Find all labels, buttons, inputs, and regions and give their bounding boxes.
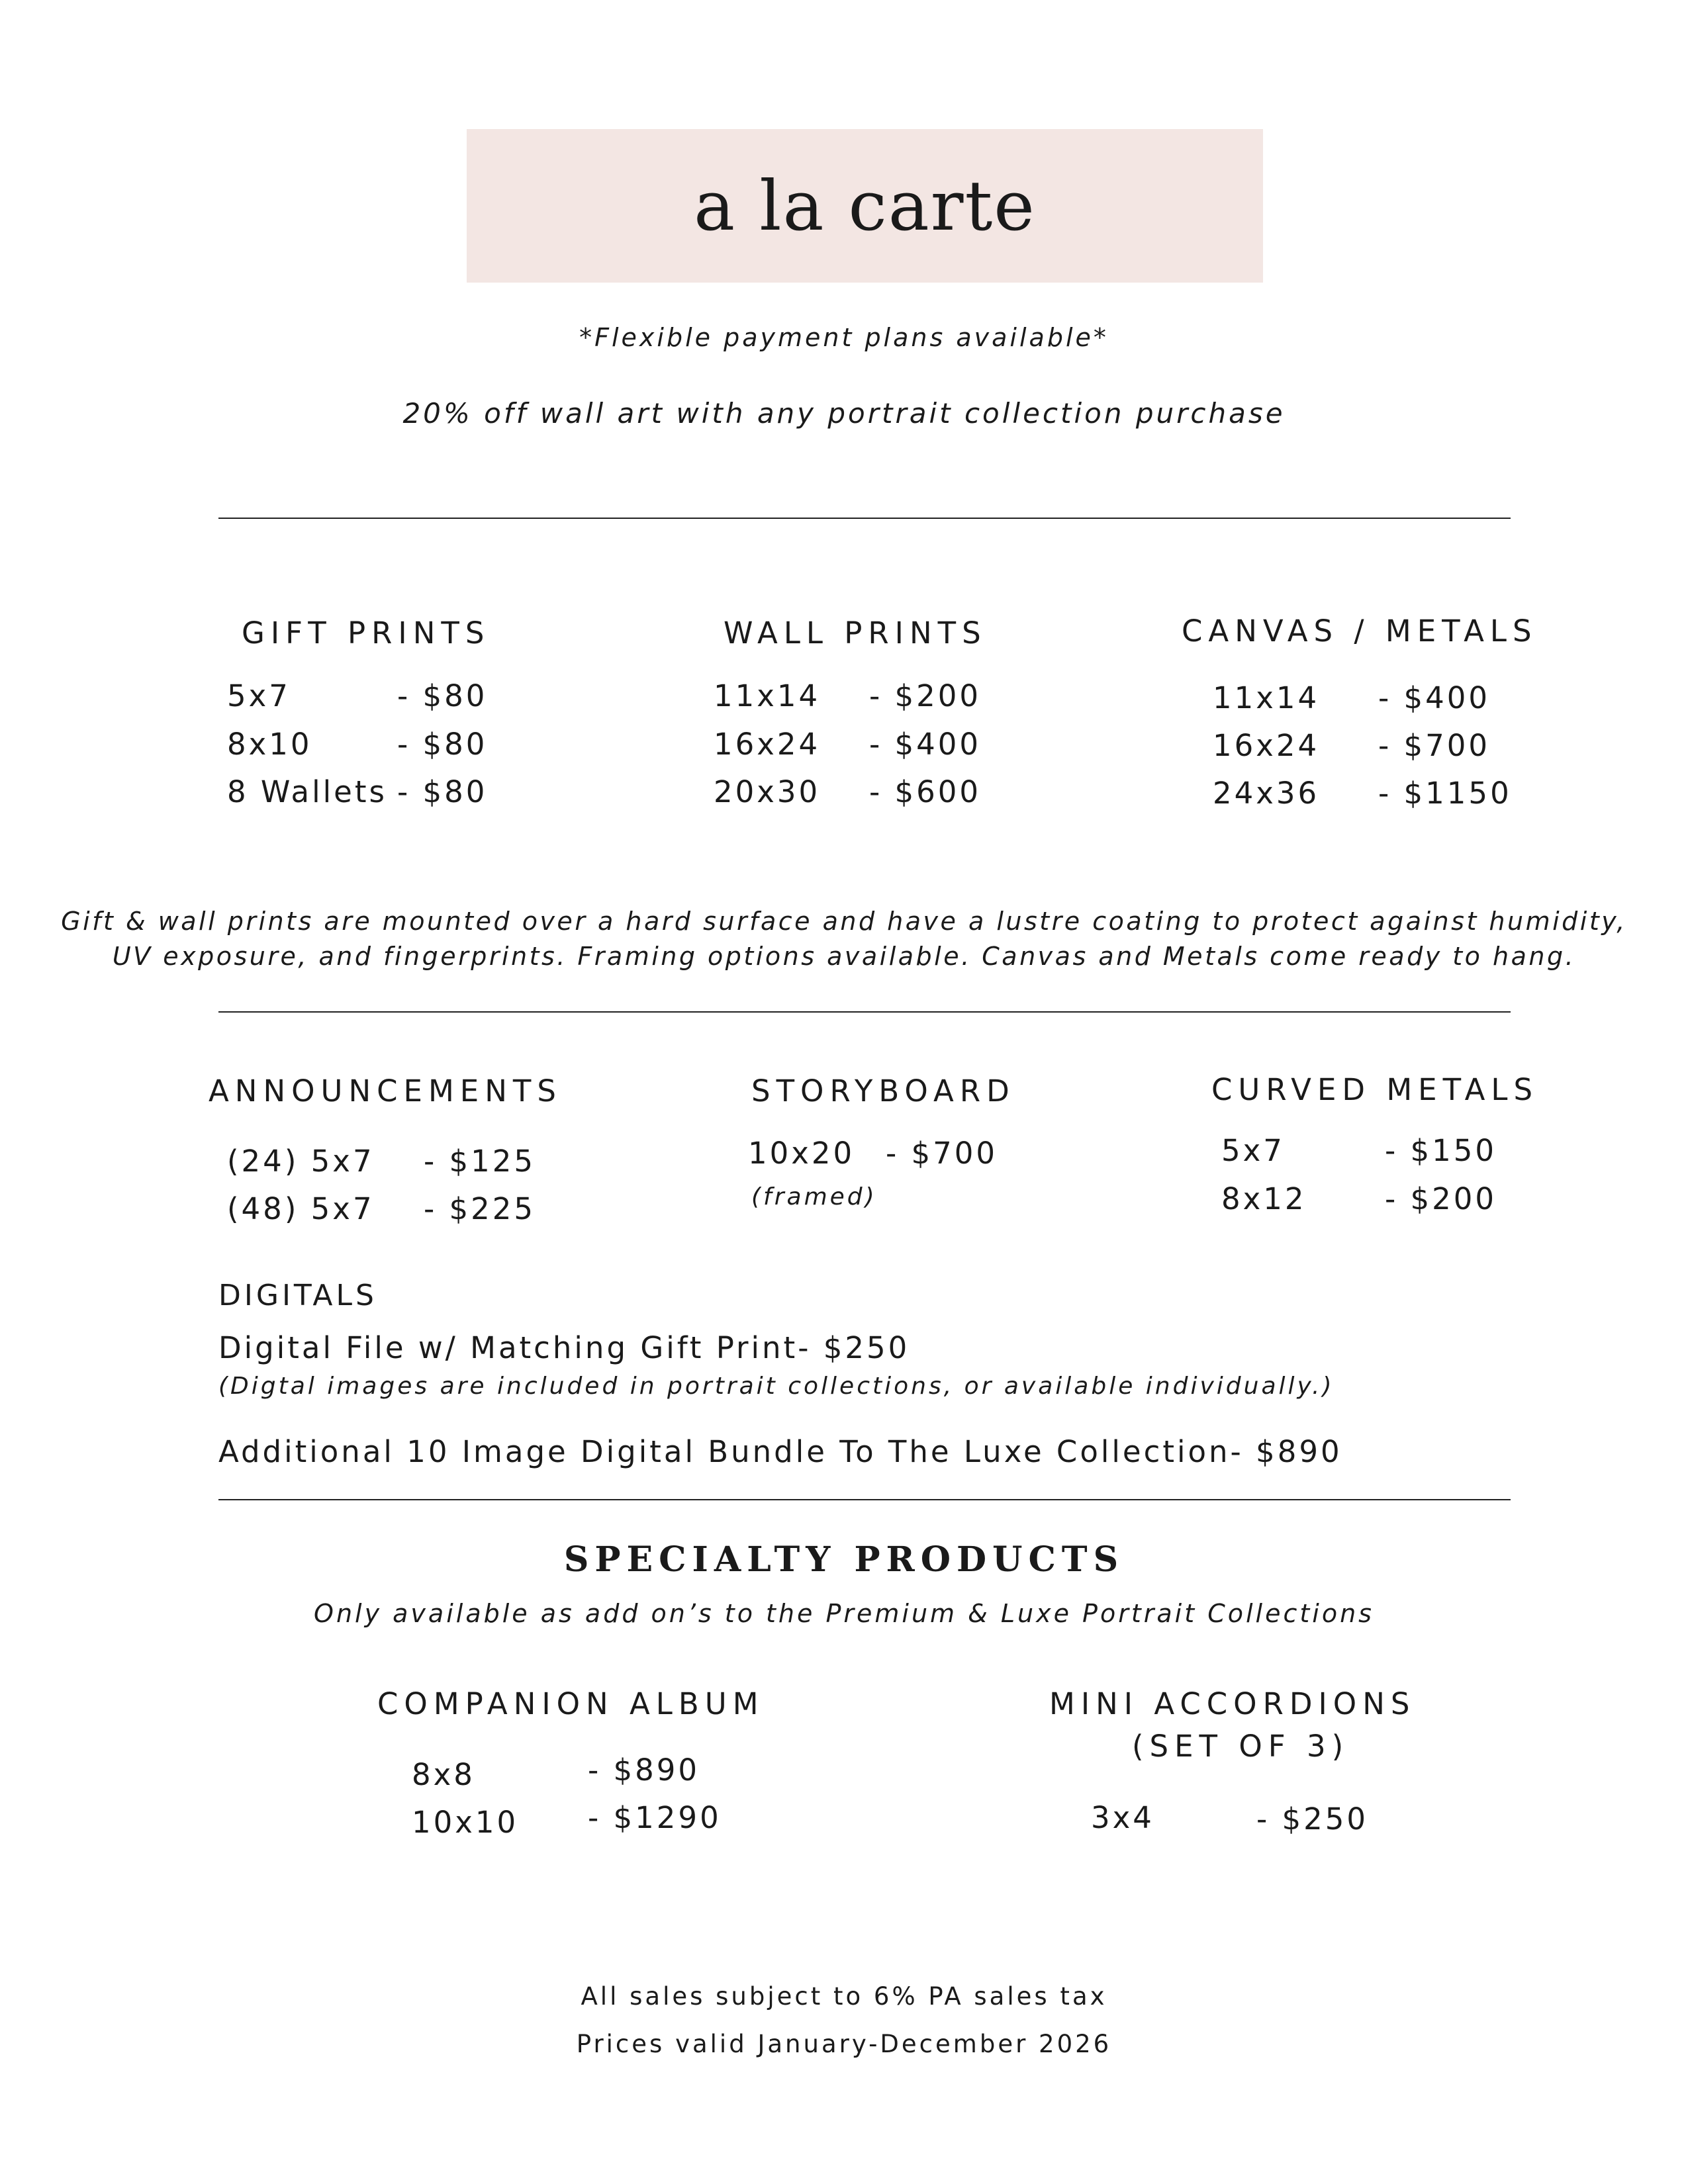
mini-accordions-price: - $250 — [1256, 1801, 1369, 1837]
announcements-heading: ANNOUNCEMENTS — [209, 1073, 562, 1109]
digitals-note: (Digtal images are included in portrait collections, or available individually.) — [218, 1373, 1335, 1400]
specialty-products-note: Only available as add on’s to the Premium & Luxe Portrait Collections — [314, 1599, 1374, 1628]
curved-metals-size: 5x7 — [1221, 1133, 1285, 1168]
wall-prints-size: 20x30 — [714, 774, 821, 809]
announcements-price: - $225 — [424, 1191, 536, 1226]
wall-prints-price: - $400 — [869, 727, 982, 762]
curved-metals-heading: CURVED METALS — [1211, 1072, 1539, 1107]
storyboard-price: - $700 — [886, 1136, 998, 1171]
footer-tax-note: All sales subject to 6% PA sales tax — [581, 1982, 1107, 2011]
companion-album-price: - $1290 — [588, 1800, 722, 1835]
companion-album-price: - $890 — [588, 1752, 700, 1788]
canvas-metals-heading: CANVAS / METALS — [1182, 614, 1538, 649]
companion-album-size: 10x10 — [412, 1805, 519, 1840]
canvas-metals-size: 16x24 — [1213, 728, 1320, 763]
wall-prints-heading: WALL PRINTS — [724, 615, 987, 651]
prints-note-line: UV exposure, and fingerprints. Framing options available. Canvas and Metals come ready to hang. — [112, 942, 1576, 971]
divider — [218, 1499, 1511, 1500]
curved-metals-size: 8x12 — [1221, 1181, 1307, 1216]
footer-validity-note: Prices valid January-December 2026 — [576, 2030, 1112, 2058]
page-title: a la carte — [694, 165, 1036, 246]
storyboard-heading: STORYBOARD — [751, 1073, 1015, 1109]
payment-plans-note: *Flexible payment plans available* — [579, 323, 1109, 352]
announcements-size: (24) 5x7 — [227, 1144, 375, 1179]
announcements-size: (48) 5x7 — [227, 1191, 375, 1226]
gift-prints-price: - $80 — [397, 774, 488, 809]
storyboard-framed-note: (framed) — [751, 1183, 877, 1210]
curved-metals-price: - $150 — [1385, 1133, 1497, 1168]
wall-prints-size: 11x14 — [714, 678, 821, 713]
canvas-metals-price: - $700 — [1378, 728, 1491, 763]
gift-prints-size: 8x10 — [227, 727, 312, 762]
gift-prints-price: - $80 — [397, 678, 488, 713]
discount-note: 20% off wall art with any portrait collection purchase — [402, 397, 1286, 430]
wall-prints-price: - $200 — [869, 678, 982, 713]
divider — [218, 518, 1511, 519]
gift-prints-heading: GIFT PRINTS — [242, 615, 491, 651]
wall-prints-price: - $600 — [869, 774, 982, 809]
wall-prints-size: 16x24 — [714, 727, 821, 762]
gift-prints-size: 5x7 — [227, 678, 291, 713]
storyboard-size: 10x20 — [748, 1136, 855, 1171]
companion-album-size: 8x8 — [412, 1757, 475, 1792]
gift-prints-price: - $80 — [397, 727, 488, 762]
specialty-products-heading: SPECIALTY PRODUCTS — [563, 1539, 1125, 1580]
prints-note-line: Gift & wall prints are mounted over a hard surface and have a lustre coating to protect against humidity, — [61, 907, 1627, 936]
canvas-metals-price: - $1150 — [1378, 776, 1512, 811]
mini-accordions-subheading: (SET OF 3) — [1132, 1729, 1350, 1764]
curved-metals-price: - $200 — [1385, 1181, 1497, 1216]
mini-accordions-size: 3x4 — [1091, 1800, 1154, 1835]
mini-accordions-heading: MINI ACCORDIONS — [1049, 1686, 1416, 1721]
divider — [218, 1011, 1511, 1013]
digital-file-item: Digital File w/ Matching Gift Print- $250 — [218, 1330, 910, 1365]
canvas-metals-price: - $400 — [1378, 680, 1491, 715]
gift-prints-size: 8 Wallets — [227, 774, 387, 809]
companion-album-heading: COMPANION ALBUM — [377, 1686, 765, 1721]
digital-bundle-item: Additional 10 Image Digital Bundle To The Luxe Collection- $890 — [218, 1434, 1342, 1469]
digitals-heading: DIGITALS — [218, 1279, 377, 1312]
canvas-metals-size: 11x14 — [1213, 680, 1320, 715]
announcements-price: - $125 — [424, 1144, 536, 1179]
canvas-metals-size: 24x36 — [1213, 776, 1320, 811]
title-banner — [467, 129, 1263, 283]
